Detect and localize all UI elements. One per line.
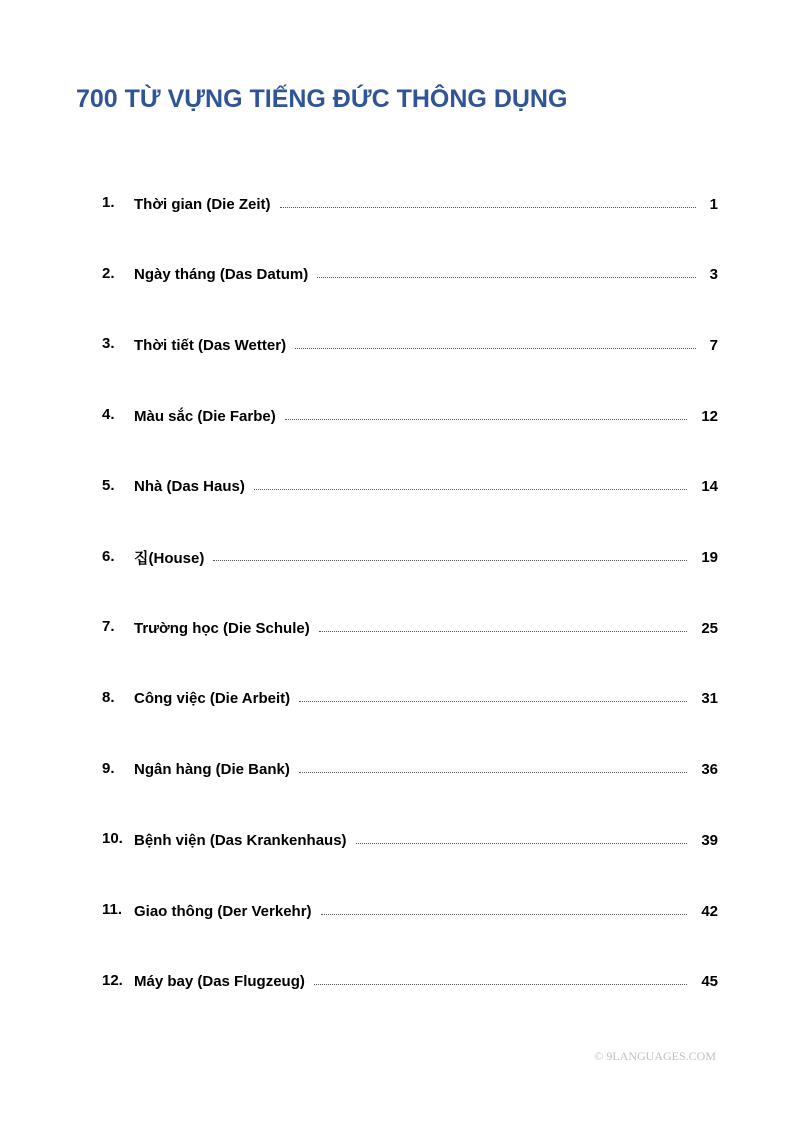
dot-leader: [254, 489, 687, 490]
toc-item[interactable]: [0, 540, 794, 576]
toc-item-number: 6.: [102, 547, 115, 565]
toc-item-label: Ngày tháng (Das Datum): [134, 266, 309, 284]
dot-leader: [299, 772, 687, 773]
toc-item-row: [134, 540, 718, 576]
dot-leader: [295, 348, 696, 349]
toc-item-row: [134, 398, 718, 434]
toc-item-number: 11.: [102, 901, 123, 918]
toc-item[interactable]: [0, 681, 794, 717]
toc-item-number: 7.: [102, 618, 115, 636]
toc-item-page: 42: [701, 902, 718, 920]
toc-item-number: 1.: [102, 194, 115, 211]
copyright-footer: © 9LANGUAGES.COM: [594, 1049, 716, 1063]
toc-item-page: 1: [709, 195, 718, 213]
toc-item-row: [134, 893, 718, 929]
toc-item[interactable]: [0, 186, 794, 222]
dot-leader: [321, 914, 688, 915]
toc-item-page: 31: [701, 690, 718, 708]
toc-item[interactable]: [0, 893, 794, 929]
toc-item-label: 집(House): [134, 550, 205, 567]
toc-item-page: 19: [701, 549, 718, 566]
dot-leader: [317, 277, 695, 278]
toc-item-row: [134, 681, 718, 717]
toc-item-row: [134, 752, 718, 788]
toc-item-row: [134, 610, 718, 646]
toc-item-label: Nhà (Das Haus): [134, 478, 245, 496]
toc-item-row: [134, 822, 718, 858]
toc-item-page: 36: [701, 761, 718, 779]
page-title: 700 TỪ VỰNG TIẾNG ĐỨC THÔNG DỤNG: [76, 85, 568, 113]
toc-item-label: Máy bay (Das Flugzeug): [134, 973, 305, 991]
toc-item-page: 14: [701, 478, 718, 496]
toc-item-page: 39: [701, 831, 718, 849]
toc-item[interactable]: [0, 469, 794, 505]
toc-item-page: 3: [709, 266, 718, 284]
dot-leader: [356, 843, 688, 844]
dot-leader: [285, 419, 688, 420]
toc-item-number: 9.: [102, 759, 115, 777]
toc-item-label: Màu sắc (Die Farbe): [134, 407, 276, 425]
toc-item-number: 5.: [102, 476, 115, 494]
toc-item[interactable]: [0, 327, 794, 363]
toc-item[interactable]: [0, 964, 794, 1000]
toc-item-page: 25: [701, 619, 718, 637]
toc-item[interactable]: [0, 398, 794, 434]
toc-item-number: 2.: [102, 264, 115, 282]
toc-item-label: Thời tiết (Das Wetter): [134, 336, 287, 354]
toc-item-row: [134, 469, 718, 505]
toc-item[interactable]: [0, 610, 794, 646]
toc-item-label: Ngân hàng (Die Bank): [134, 761, 290, 779]
dot-leader: [299, 701, 687, 702]
toc-item[interactable]: [0, 752, 794, 788]
toc-item-row: [134, 964, 718, 1000]
dot-leader: [213, 560, 687, 561]
toc-item-row: [134, 257, 718, 293]
toc-item-number: 12.: [102, 971, 123, 989]
toc-item-page: 12: [701, 407, 718, 425]
dot-leader: [280, 207, 696, 208]
dot-leader: [314, 984, 687, 985]
dot-leader: [319, 631, 688, 632]
toc-item-row: [134, 327, 718, 363]
toc-item-number: 8.: [102, 688, 115, 706]
toc-item-label: Công việc (Die Arbeit): [134, 690, 291, 708]
toc-item[interactable]: [0, 822, 794, 858]
toc-item-row: [134, 186, 718, 222]
toc-item-label: Trường học (Die Schule): [134, 619, 310, 637]
toc-item-label: Bệnh viện (Das Krankenhaus): [134, 831, 347, 849]
toc-item-page: 45: [701, 973, 718, 991]
toc-item-label: Giao thông (Der Verkehr): [134, 902, 312, 920]
toc-item-number: 3.: [102, 335, 115, 353]
toc-item-number: 4.: [102, 406, 115, 424]
toc-item-page: 7: [709, 336, 718, 354]
toc-item[interactable]: [0, 257, 794, 293]
toc-item-number: 10.: [102, 830, 123, 848]
toc-item-label: Thời gian (Die Zeit): [134, 195, 271, 213]
